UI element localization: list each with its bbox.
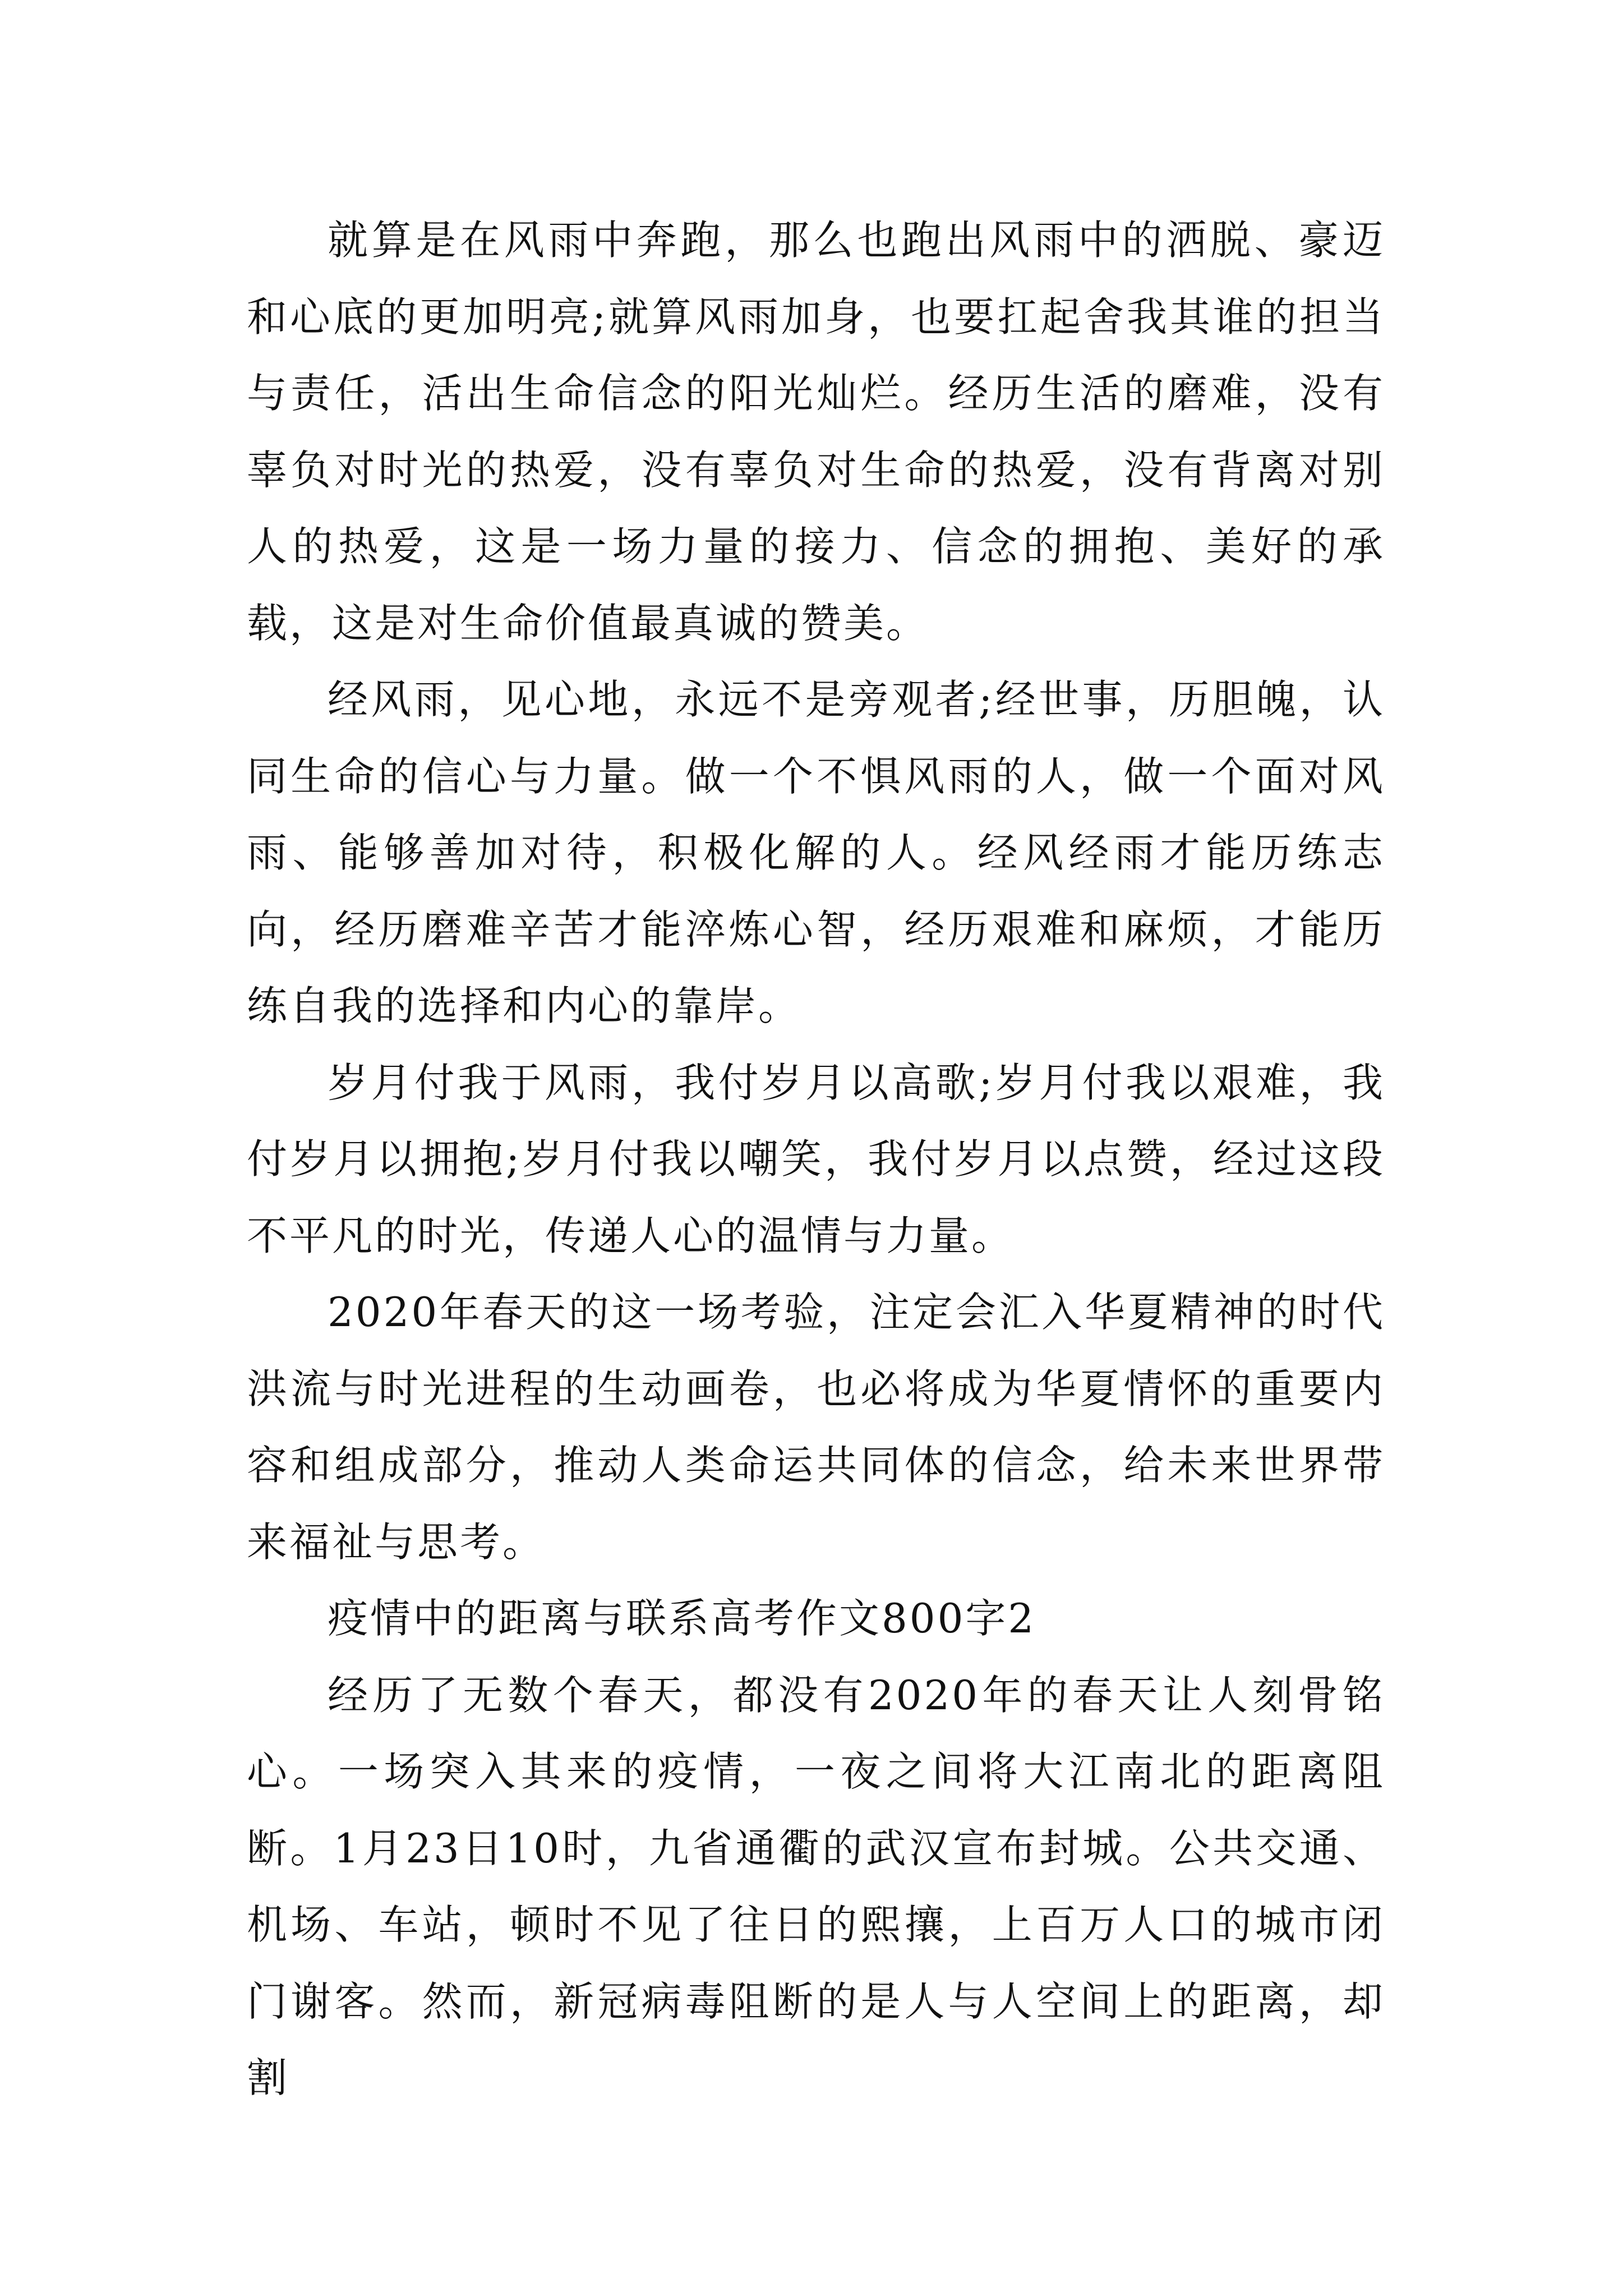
section-paragraph-1: 经历了无数个春天，都没有2020年的春天让人刻骨铭心。一场突入其来的疫情，一夜之间将大江南北的距离阻断。1月23日10时，九省通衢的武汉宣布封城。公共交通、机场、车站，顿时不见了往日的熙攘，上百万人口的城市闭门谢客。然而，新冠病毒阻断的是人与人空间上的距离，却割 (247, 1671, 1385, 2101)
section-title: 疫情中的距离与联系高考作文800字2 (328, 1595, 1036, 1642)
document-body (247, 202, 1385, 2116)
paragraph-2: 经风雨，见心地，永远不是旁观者;经世事，历胆魄，认同生命的信心与力量。做一个不惧风雨的人，做一个面对风雨、能够善加对待，积极化解的人。经风经雨才能历练志向，经历磨难辛苦才能淬炼心智，经历艰难和麻烦，才能历练自我的选择和内心的靠岸。 (247, 676, 1385, 1029)
paragraph-4: 2020年春天的这一场考验，注定会汇入华夏精神的时代洪流与时光进程的生动画卷，也必将成为华夏情怀的重要内容和组成部分，推动人类命运共同体的信念，给未来世界带来福祉与思考。 (247, 1289, 1385, 1566)
paragraph-3: 岁月付我于风雨，我付岁月以高歌;岁月付我以艰难，我付岁月以拥抱;岁月付我以嘲笑，我付岁月以点赞，经过这段不平凡的时光，传递人心的温情与力量。 (247, 1059, 1385, 1259)
paragraph-1: 就算是在风雨中奔跑，那么也跑出风雨中的洒脱、豪迈和心底的更加明亮;就算风雨加身，也要扛起舍我其谁的担当与责任，活出生命信念的阳光灿烂。经历生活的磨难，没有辜负对时光的热爱，没有辜负对生命的热爱，没有背离对别人的热爱，这是一场力量的接力、信念的拥抱、美好的承载，这是对生命价值最真诚的赞美。 (247, 217, 1385, 647)
